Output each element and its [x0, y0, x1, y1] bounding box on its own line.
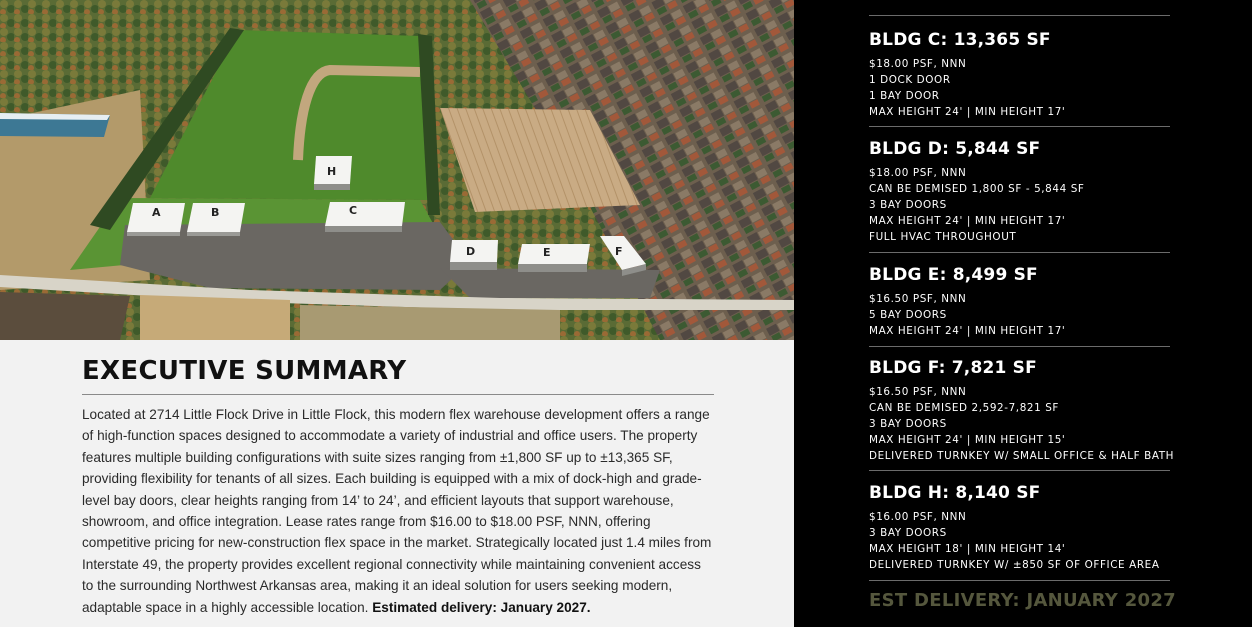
spec-line: MAX HEIGHT 24' | MIN HEIGHT 15': [869, 434, 1066, 446]
building-spec-h: [869, 483, 1189, 573]
building-c: [325, 202, 405, 232]
executive-summary-section: [0, 340, 794, 627]
building-label-b: B: [211, 206, 220, 219]
building-b: [187, 203, 245, 236]
spec-line: $18.00 PSF, NNN: [869, 167, 967, 179]
divider: [869, 252, 1170, 253]
divider: [869, 470, 1170, 471]
spec-line: CAN BE DEMISED 2,592-7,821 SF: [869, 402, 1060, 414]
spec-line: DELIVERED TURNKEY W/ ±850 SF OF OFFICE AREA: [869, 559, 1160, 571]
building-spec-e: [869, 265, 1189, 339]
spec-line: $18.00 PSF, NNN: [869, 58, 967, 70]
divider: [869, 15, 1170, 16]
spec-line: MAX HEIGHT 18' | MIN HEIGHT 14': [869, 543, 1066, 555]
spec-line: 5 BAY DOORS: [869, 309, 947, 321]
building-spec-d: [869, 139, 1189, 245]
building-spec-c: [869, 30, 1189, 120]
spec-line: $16.00 PSF, NNN: [869, 511, 967, 523]
spec-line: $16.50 PSF, NNN: [869, 386, 967, 398]
building-spec-title: BLDG E: 8,499 SF: [869, 265, 1038, 285]
building-spec-title: BLDG C: 13,365 SF: [869, 30, 1051, 50]
summary-delivery-note: Estimated delivery: January 2027.: [372, 599, 591, 615]
spec-line: CAN BE DEMISED 1,800 SF - 5,844 SF: [869, 183, 1085, 195]
aerial-site-illustration: [0, 0, 794, 340]
divider: [869, 346, 1170, 347]
building-label-h: H: [327, 165, 337, 178]
building-d: [450, 240, 498, 270]
executive-summary-body: [82, 404, 714, 618]
building-spec-title: BLDG D: 5,844 SF: [869, 139, 1041, 159]
spec-line: 3 BAY DOORS: [869, 527, 947, 539]
spec-line: FULL HVAC THROUGHOUT: [869, 231, 1017, 243]
divider: [869, 580, 1170, 581]
building-spec-f: [869, 358, 1189, 464]
divider: [869, 126, 1170, 127]
spec-line: $16.50 PSF, NNN: [869, 293, 967, 305]
est-delivery-heading: EST DELIVERY: JANUARY 2027: [869, 590, 1177, 611]
building-spec-title: BLDG H: 8,140 SF: [869, 483, 1041, 503]
building-spec-title: BLDG F: 7,821 SF: [869, 358, 1037, 378]
building-label-f: F: [615, 245, 623, 258]
building-label-d: D: [466, 245, 476, 258]
spec-line: 3 BAY DOORS: [869, 418, 947, 430]
aerial-site-photo: [0, 0, 794, 340]
spec-line: 1 BAY DOOR: [869, 90, 940, 102]
spec-line: MAX HEIGHT 24' | MIN HEIGHT 17': [869, 325, 1066, 337]
executive-summary-title: EXECUTIVE SUMMARY: [82, 356, 714, 395]
spec-line: MAX HEIGHT 24' | MIN HEIGHT 17': [869, 106, 1066, 118]
building-a: [127, 203, 185, 236]
building-h: [314, 156, 352, 190]
building-e: [518, 244, 590, 272]
spec-line: 1 DOCK DOOR: [869, 74, 951, 86]
building-label-c: C: [349, 204, 358, 217]
building-specs-panel: [794, 0, 1252, 627]
building-label-a: A: [152, 206, 161, 219]
summary-text: Located at 2714 Little Flock Drive in Little Flock, this modern flex warehouse development offers a range of high-function spaces designed to accommodate a variety of industrial and office users. The property features multiple building configurations with suite sizes ranging from ±1,800 SF up to ±13,365 SF, providing flexibility for tenants of all sizes. Each building is equipped with a mix of dock-high and grade-level bay doors, clear heights ranging from 14’ to 24’, and efficient layouts that support warehouse, showroom, and office integration. Lease rates range from $16.00 to $18.00 PSF, NNN, offering competitive pricing for new-construction flex space in the market. Strategically located just 1.4 miles from Interstate 49, the property provides excellent regional connectivity while maintaining convenient access to the surrounding Northwest Arkansas area, making it an ideal solution for users seeking modern, adaptable space in a highly accessible location.: [82, 407, 712, 615]
spec-line: DELIVERED TURNKEY W/ SMALL OFFICE & HALF BATH: [869, 450, 1175, 462]
spec-line: MAX HEIGHT 24' | MIN HEIGHT 17': [869, 215, 1066, 227]
building-label-e: E: [543, 246, 551, 259]
spec-line: 3 BAY DOORS: [869, 199, 947, 211]
